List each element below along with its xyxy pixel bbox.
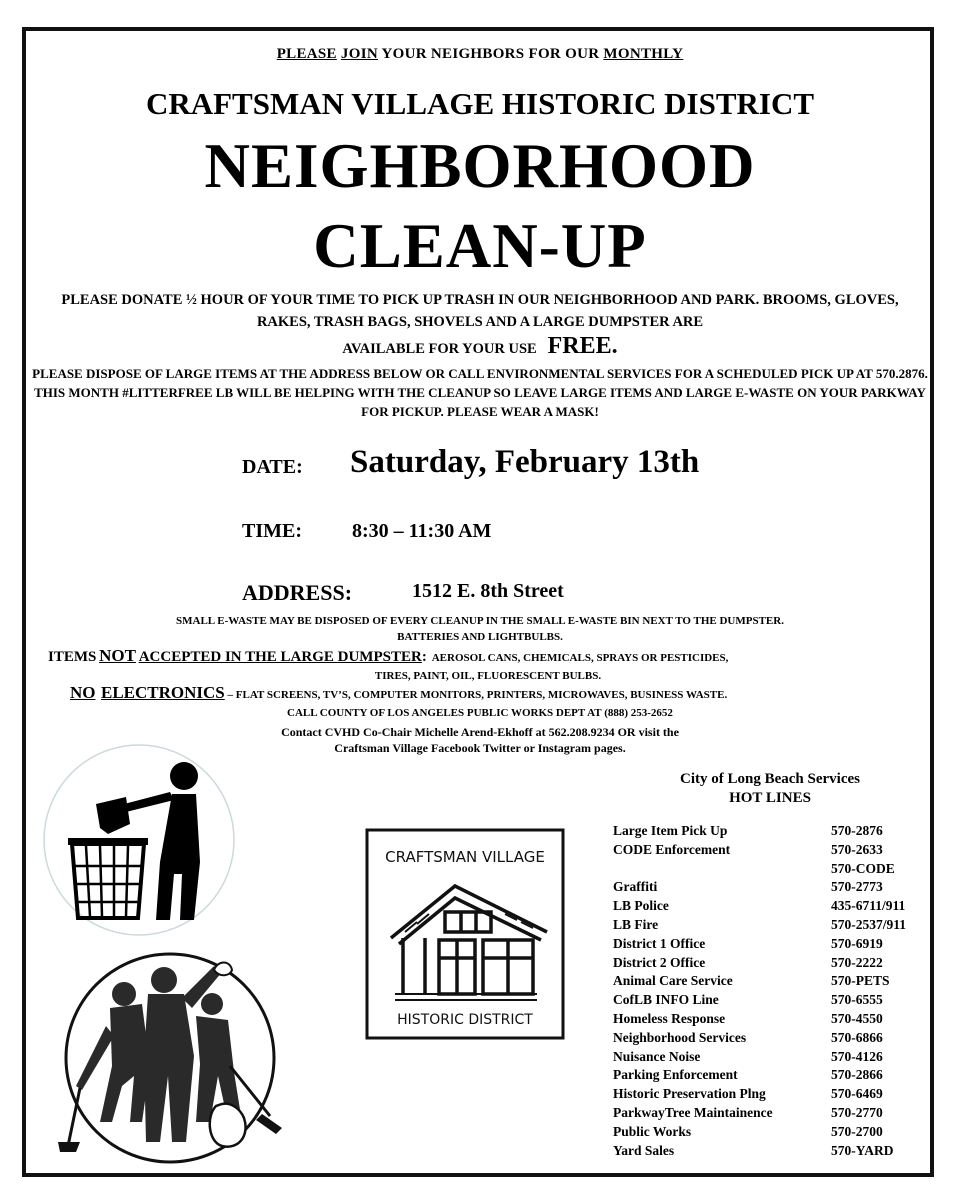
date-label: DATE: <box>242 456 303 478</box>
ewaste-line-2: BATTERIES AND LIGHTBULBS. <box>397 631 563 643</box>
hotline-row <box>613 898 933 917</box>
logo-bottom-text: HISTORIC DISTRICT <box>397 1012 533 1028</box>
county-note: CALL COUNTY OF LOS ANGELES PUBLIC WORKS DEPT AT (888) 253-2652 <box>287 707 673 719</box>
hotline-row <box>613 823 933 842</box>
litter-bin-icon <box>34 742 244 942</box>
hotline-name: LB Police <box>613 898 669 914</box>
hotline-name: Historic Preservation Plng <box>613 1086 766 1102</box>
address-label: ADDRESS: <box>242 580 353 605</box>
hotline-number: 570-2537/911 <box>831 916 907 932</box>
donate-paragraph: PLEASE DONATE ½ HOUR OF YOUR TIME TO PICK UP TRASH IN OUR NEIGHBORHOOD AND PARK. BROOMS, GLOVES, RAKES, TRASH BAGS, SHOVELS AND A LARGE DUMPSTER ARE <box>61 292 899 330</box>
hotline-name: Yard Sales <box>613 1142 675 1158</box>
hotline-name: Neighborhood Services <box>613 1029 747 1045</box>
craftsman-village-logo <box>365 828 565 1040</box>
no-electronics-no: NO <box>70 683 96 702</box>
cleanup-crew-icon <box>46 946 294 1166</box>
invite-line <box>30 46 930 63</box>
contact-line-1: Contact CVHD Co-Chair Michelle Arend-Ekhoff at 562.208.9234 OR visit the <box>281 725 679 739</box>
hotline-number: 570-6469 <box>831 1086 883 1102</box>
hotline-number: 570-2633 <box>831 841 883 857</box>
hotline-row <box>613 936 933 955</box>
date-value: Saturday, February 13th <box>350 444 700 480</box>
hotline-number: 570-2773 <box>831 879 883 895</box>
hotline-number: 570-6866 <box>831 1029 883 1045</box>
hotline-name: Nuisance Noise <box>613 1048 701 1064</box>
time-value: 8:30 – 11:30 AM <box>352 520 492 542</box>
hotline-number: 570-2866 <box>831 1067 883 1083</box>
ewaste-line-1: SMALL E-WASTE MAY BE DISPOSED OF EVERY CLEANUP IN THE SMALL E-WASTE BIN NEXT TO THE DUMPSTER. <box>176 615 784 627</box>
no-electronics-label: ELECTRONICS <box>101 683 225 702</box>
not-accepted-colon: : <box>421 649 427 665</box>
headline-line-2: CLEAN-UP <box>313 211 647 281</box>
hotline-name: Graffiti <box>613 879 658 895</box>
hotline-name: LB Fire <box>613 916 659 932</box>
invite-please: PLEASE <box>276 46 337 62</box>
hotline-name: CODE Enforcement <box>613 841 731 857</box>
hotline-row <box>613 1086 933 1105</box>
hotline-number: 570-6555 <box>831 992 883 1008</box>
hotline-row <box>613 1143 933 1162</box>
hotline-name: Parking Enforcement <box>613 1067 738 1083</box>
hotline-row <box>613 879 933 898</box>
district-title: CRAFTSMAN VILLAGE HISTORIC DISTRICT <box>145 86 815 121</box>
not-accepted-not: NOT <box>99 646 136 665</box>
hotline-row <box>613 1049 933 1068</box>
hotline-number: 570-4550 <box>831 1010 883 1026</box>
ewaste-note <box>30 613 930 645</box>
invite-monthly: MONTHLY <box>603 46 684 62</box>
not-accepted-items: ITEMS <box>48 649 97 665</box>
not-accepted-dumpster: ACCEPTED IN THE LARGE DUMPSTER <box>138 649 422 665</box>
hotline-number: 570-YARD <box>831 1142 894 1158</box>
hotline-row <box>613 1124 933 1143</box>
hotline-row <box>613 955 933 974</box>
not-accepted-list-2: TIRES, PAINT, OIL, FLUORESCENT BULBS. <box>374 670 602 682</box>
hotline-number: 570-2876 <box>831 823 883 838</box>
hotlines-title: HOT LINES <box>729 790 811 806</box>
dispose-paragraph: PLEASE DISPOSE OF LARGE ITEMS AT THE ADDRESS BELOW OR CALL ENVIRONMENTAL SERVICES FOR A SCHEDULED PICK UP AT 570.2876. THIS MONTH #LITTERFREE LB WILL BE HELPING WITH THE CLEANUP SO LEAVE LARGE ITEMS AND LARGE E-WASTE ON YOUR PARKWAY FOR PICKUP. PLEASE WEAR A MASK! <box>32 366 928 419</box>
hotline-name: CofLB INFO Line <box>613 992 719 1008</box>
not-accepted-note <box>48 647 928 685</box>
hotline-number: 570-4126 <box>831 1048 883 1064</box>
hotline-number: 570-6919 <box>831 935 883 951</box>
hotline-name: ParkwayTree Maintainence <box>613 1104 773 1120</box>
hotline-number: 570-2770 <box>831 1104 883 1120</box>
hotline-row <box>613 992 933 1011</box>
hotline-row <box>613 973 933 992</box>
logo-top-text: CRAFTSMAN VILLAGE <box>385 848 545 866</box>
hotline-number: 570-CODE <box>831 860 895 876</box>
free-label: FREE. <box>547 333 618 359</box>
hotline-row <box>613 861 933 880</box>
hotline-row <box>613 1011 933 1030</box>
hotline-name: Homeless Response <box>613 1010 726 1026</box>
hotline-name: District 2 Office <box>613 954 706 970</box>
hotline-number: 570-2700 <box>831 1123 883 1139</box>
hotline-name: Large Item Pick Up <box>613 823 728 838</box>
invite-join: JOIN <box>340 46 378 62</box>
hotline-name: Public Works <box>613 1123 692 1139</box>
hotline-number: 435-6711/911 <box>831 898 906 914</box>
hotlines-city: City of Long Beach Services <box>680 771 860 787</box>
donate-available-text: AVAILABLE FOR YOUR USE <box>342 341 537 357</box>
not-accepted-list-1: AEROSOL CANS, CHEMICALS, SPRAYS OR PESTICIDES, <box>431 652 729 664</box>
hotlines-list <box>613 823 933 1161</box>
hotline-row <box>613 1105 933 1124</box>
hotline-name: Animal Care Service <box>613 973 733 989</box>
time-label: TIME: <box>242 520 302 542</box>
hotline-row <box>613 842 933 861</box>
no-electronics-list: – FLAT SCREENS, TV’S, COMPUTER MONITORS, PRINTERS, MICROWAVES, BUSINESS WASTE. <box>227 689 728 701</box>
address-value: 1512 E. 8th Street <box>412 580 564 602</box>
hotline-row <box>613 1067 933 1086</box>
hotline-row <box>613 1030 933 1049</box>
hotline-name: District 1 Office <box>613 935 706 951</box>
donate-availability <box>50 333 910 360</box>
headline-line-1: NEIGHBORHOOD <box>204 131 756 201</box>
hotline-row <box>613 917 933 936</box>
hotline-number: 570-2222 <box>831 954 883 970</box>
invite-middle: YOUR NEIGHBORS FOR OUR <box>381 46 600 62</box>
hotline-number: 570-PETS <box>831 973 890 989</box>
hotlines-heading <box>600 770 940 808</box>
no-electronics-note <box>70 683 930 703</box>
contact-line-2: Craftsman Village Facebook Twitter or Instagram pages. <box>334 741 626 755</box>
